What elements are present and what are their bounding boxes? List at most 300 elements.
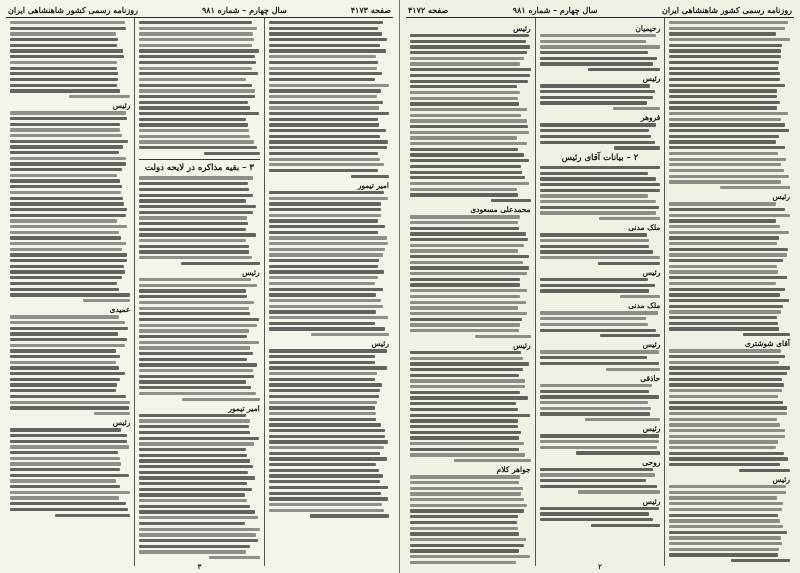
text-line bbox=[669, 508, 781, 511]
text-line bbox=[139, 32, 253, 35]
text-line bbox=[10, 123, 120, 126]
text-line bbox=[139, 233, 255, 236]
text-line bbox=[669, 67, 777, 70]
text-line bbox=[10, 134, 122, 137]
text-line bbox=[55, 514, 130, 517]
text-line bbox=[139, 505, 249, 508]
text-block bbox=[540, 350, 661, 370]
text-line bbox=[10, 315, 119, 318]
text-line bbox=[10, 395, 126, 398]
text-line bbox=[669, 78, 780, 81]
text-line bbox=[139, 228, 245, 231]
text-line bbox=[410, 419, 518, 422]
text-line bbox=[10, 491, 130, 494]
text-line bbox=[10, 383, 117, 386]
text-line bbox=[269, 492, 381, 495]
text-line bbox=[540, 34, 657, 37]
text-line bbox=[269, 67, 377, 70]
text-line bbox=[669, 129, 788, 132]
text-line bbox=[410, 148, 518, 151]
text-line bbox=[10, 38, 118, 41]
text-line bbox=[540, 90, 655, 93]
text-line bbox=[669, 106, 776, 109]
text-line bbox=[410, 40, 526, 43]
text-block bbox=[269, 191, 389, 336]
text-line bbox=[669, 158, 786, 161]
text-line bbox=[269, 463, 376, 466]
text-line bbox=[669, 366, 789, 369]
text-line bbox=[540, 189, 660, 192]
text-line bbox=[139, 106, 249, 109]
text-line bbox=[540, 356, 647, 359]
text-line bbox=[269, 366, 387, 369]
text-line bbox=[10, 174, 117, 177]
text-line bbox=[269, 480, 380, 483]
text-line bbox=[600, 334, 660, 337]
text-line bbox=[269, 163, 384, 166]
text-line bbox=[540, 62, 653, 65]
text-line bbox=[139, 471, 248, 474]
text-line bbox=[669, 123, 784, 126]
text-line bbox=[139, 493, 245, 496]
text-line bbox=[669, 349, 780, 352]
text-line bbox=[410, 62, 520, 65]
text-line bbox=[669, 355, 785, 358]
text-line bbox=[139, 550, 246, 553]
text-line bbox=[540, 479, 646, 482]
text-line bbox=[310, 514, 389, 517]
text-line bbox=[410, 453, 525, 456]
text-line bbox=[540, 289, 649, 292]
text-line bbox=[10, 27, 126, 30]
text-line bbox=[669, 310, 780, 313]
text-line bbox=[669, 55, 780, 58]
text-block bbox=[540, 34, 661, 71]
text-line bbox=[669, 225, 779, 228]
text-line bbox=[410, 176, 525, 179]
text-line bbox=[540, 278, 648, 281]
text-line bbox=[139, 352, 253, 355]
speaker-name: ملک مدنی bbox=[628, 223, 661, 233]
text-line bbox=[540, 101, 647, 104]
text-line bbox=[139, 335, 247, 338]
text-line bbox=[10, 89, 120, 92]
text-block bbox=[10, 21, 130, 98]
text-line bbox=[410, 159, 529, 162]
text-line bbox=[269, 219, 379, 222]
text-line bbox=[540, 233, 648, 236]
text-line bbox=[669, 282, 775, 285]
text-line bbox=[669, 21, 787, 24]
text-line bbox=[139, 329, 249, 332]
text-line bbox=[10, 451, 118, 454]
speaker-name: عمیدی bbox=[109, 305, 131, 315]
text-line bbox=[10, 55, 124, 58]
text-line bbox=[10, 270, 125, 273]
text-line bbox=[269, 316, 388, 319]
text-line bbox=[269, 401, 377, 404]
text-line bbox=[598, 262, 660, 265]
text-line bbox=[540, 362, 660, 365]
text-line bbox=[269, 197, 389, 200]
text-line bbox=[669, 236, 778, 239]
text-line bbox=[410, 244, 524, 247]
text-line bbox=[10, 361, 116, 364]
text-line bbox=[10, 406, 129, 409]
text-line bbox=[139, 392, 256, 395]
text-line bbox=[269, 288, 383, 291]
text-block bbox=[10, 315, 130, 415]
divider bbox=[139, 159, 259, 160]
text-line bbox=[269, 361, 375, 364]
text-line bbox=[540, 96, 653, 99]
text-block bbox=[10, 111, 130, 302]
text-line bbox=[410, 318, 522, 321]
text-line bbox=[139, 146, 257, 149]
text-line bbox=[269, 152, 378, 155]
text-line bbox=[669, 101, 780, 104]
text-line bbox=[669, 406, 787, 409]
text-line bbox=[410, 402, 516, 405]
text-line bbox=[669, 95, 777, 98]
text-line bbox=[540, 440, 659, 443]
text-line bbox=[669, 305, 783, 308]
text-line bbox=[540, 473, 656, 476]
text-line bbox=[410, 238, 528, 241]
section-heading: ۳ – بقیه مذاکره در لایحه دولت bbox=[145, 163, 254, 174]
text-line bbox=[269, 21, 383, 24]
text-block bbox=[669, 21, 790, 189]
text-line bbox=[669, 202, 775, 205]
text-line bbox=[540, 172, 649, 175]
text-line bbox=[269, 474, 384, 477]
text-line bbox=[269, 123, 380, 126]
text-line bbox=[410, 80, 528, 83]
text-block bbox=[269, 349, 389, 517]
text-line bbox=[139, 211, 253, 214]
text-line bbox=[139, 295, 247, 298]
text-line bbox=[410, 125, 528, 128]
text-line bbox=[410, 425, 518, 428]
text-line bbox=[269, 457, 388, 460]
text-line bbox=[139, 459, 249, 462]
text-line bbox=[410, 97, 518, 100]
text-block bbox=[540, 468, 661, 494]
text-line bbox=[540, 51, 648, 54]
text-line bbox=[269, 158, 381, 161]
text-line bbox=[139, 301, 253, 304]
text-line bbox=[410, 306, 518, 309]
text-line bbox=[669, 112, 787, 115]
text-line bbox=[139, 21, 252, 24]
text-line bbox=[10, 372, 125, 375]
text-line bbox=[540, 395, 659, 398]
text-line bbox=[720, 186, 790, 189]
text-line bbox=[540, 401, 648, 404]
text-line bbox=[269, 265, 378, 268]
text-line bbox=[10, 202, 124, 205]
speaker-name: امیر تیمور bbox=[228, 403, 260, 413]
text-line bbox=[10, 168, 122, 171]
speaker-name: رئیس bbox=[513, 24, 531, 33]
text-line bbox=[10, 479, 116, 482]
text-line bbox=[540, 206, 659, 209]
text-line bbox=[669, 519, 779, 522]
text-line bbox=[10, 474, 129, 477]
text-line bbox=[139, 442, 254, 445]
text-line bbox=[669, 435, 785, 438]
text-line bbox=[10, 157, 126, 160]
text-line bbox=[139, 239, 245, 242]
text-line bbox=[410, 538, 526, 541]
text-line bbox=[269, 282, 375, 285]
text-line bbox=[410, 368, 523, 371]
text-line bbox=[669, 531, 786, 534]
text-line bbox=[139, 312, 250, 315]
text-line bbox=[269, 322, 375, 325]
text-line bbox=[669, 378, 781, 381]
text-line bbox=[139, 205, 256, 208]
text-line bbox=[269, 418, 376, 421]
text-line bbox=[269, 55, 376, 58]
text-line bbox=[669, 231, 788, 234]
text-line bbox=[139, 278, 250, 281]
text-line bbox=[269, 378, 376, 381]
text-line bbox=[606, 368, 661, 371]
text-line bbox=[139, 454, 247, 457]
text-line bbox=[410, 295, 520, 298]
text-line bbox=[410, 266, 529, 269]
text-line bbox=[669, 163, 780, 166]
text-line bbox=[669, 265, 777, 268]
text-line bbox=[139, 129, 248, 132]
text-line bbox=[269, 383, 382, 386]
text-line bbox=[669, 146, 784, 149]
text-line bbox=[139, 386, 250, 389]
text-line bbox=[410, 357, 523, 360]
text-line bbox=[69, 95, 130, 98]
text-line bbox=[410, 51, 527, 54]
speaker-name: رئیس bbox=[642, 268, 661, 278]
text-line bbox=[410, 362, 529, 365]
text-line bbox=[669, 299, 788, 302]
text-line bbox=[269, 497, 388, 500]
text-line bbox=[10, 179, 120, 182]
text-line bbox=[269, 44, 381, 47]
text-line bbox=[540, 177, 657, 180]
text-line bbox=[669, 496, 777, 499]
text-line bbox=[540, 129, 650, 132]
text-line bbox=[669, 276, 787, 279]
text-line bbox=[540, 57, 658, 60]
text-line bbox=[410, 188, 517, 191]
text-line bbox=[269, 202, 381, 205]
text-line bbox=[94, 412, 131, 415]
text-line bbox=[669, 327, 779, 330]
text-block bbox=[410, 351, 531, 462]
text-line bbox=[269, 509, 385, 512]
text-line bbox=[269, 191, 385, 194]
text-line bbox=[269, 61, 378, 64]
text-line bbox=[410, 544, 524, 547]
text-line bbox=[10, 288, 119, 291]
text-line bbox=[540, 468, 653, 471]
text-line bbox=[10, 265, 124, 268]
text-line bbox=[540, 194, 648, 197]
text-line bbox=[139, 539, 258, 542]
text-line bbox=[540, 311, 658, 314]
text-block bbox=[540, 311, 661, 337]
text-line bbox=[540, 239, 649, 242]
text-line bbox=[669, 61, 779, 64]
text-line bbox=[269, 440, 388, 443]
text-line bbox=[669, 72, 779, 75]
text-line bbox=[410, 193, 518, 196]
speaker-name: رئیس bbox=[112, 101, 131, 111]
text-line bbox=[410, 182, 529, 185]
text-line bbox=[620, 295, 661, 298]
text-line bbox=[182, 398, 260, 401]
text-line bbox=[669, 548, 779, 551]
text-line bbox=[669, 259, 783, 262]
text-line bbox=[540, 123, 656, 126]
text-line bbox=[669, 140, 776, 143]
text-line bbox=[269, 299, 381, 302]
text-line bbox=[269, 305, 383, 308]
text-line bbox=[540, 518, 654, 521]
text-line bbox=[139, 318, 258, 321]
text-line bbox=[10, 401, 130, 404]
text-line bbox=[269, 72, 382, 75]
text-line bbox=[269, 236, 387, 239]
text-line bbox=[669, 248, 787, 251]
text-line bbox=[139, 95, 255, 98]
text-line bbox=[269, 248, 386, 251]
text-line bbox=[410, 136, 518, 139]
text-line bbox=[10, 140, 128, 143]
speaker-name: فروهر bbox=[640, 113, 661, 123]
text-line bbox=[269, 84, 389, 87]
text-line bbox=[669, 485, 785, 488]
text-line bbox=[410, 45, 530, 48]
text-line bbox=[410, 131, 530, 134]
text-line bbox=[410, 227, 519, 230]
text-block bbox=[540, 84, 661, 110]
text-line bbox=[669, 152, 778, 155]
text-line bbox=[10, 332, 118, 335]
text-line bbox=[540, 317, 647, 320]
text-line bbox=[269, 140, 388, 143]
text-line bbox=[269, 78, 376, 81]
text-line bbox=[10, 208, 127, 211]
text-line bbox=[269, 429, 386, 432]
text-line bbox=[410, 289, 527, 292]
text-line bbox=[139, 135, 249, 138]
text-line bbox=[269, 503, 382, 506]
text-line bbox=[10, 508, 128, 511]
text-line bbox=[10, 355, 120, 358]
text-line bbox=[269, 129, 386, 132]
speaker-name: رئیس bbox=[112, 418, 131, 428]
text-line bbox=[269, 27, 378, 30]
right-header-page-label: صفحه ۴۱۷۲ bbox=[408, 5, 449, 15]
text-line bbox=[410, 498, 524, 501]
text-line bbox=[410, 142, 527, 145]
text-line bbox=[578, 490, 661, 493]
text-line bbox=[410, 301, 526, 304]
text-line bbox=[10, 32, 116, 35]
text-line bbox=[669, 457, 788, 460]
text-line bbox=[669, 49, 781, 52]
text-line bbox=[269, 38, 388, 41]
text-line bbox=[669, 372, 787, 375]
text-line bbox=[410, 487, 523, 490]
text-line bbox=[10, 366, 119, 369]
text-line bbox=[139, 516, 258, 519]
page-number: ۲ bbox=[598, 562, 602, 571]
text-line bbox=[10, 321, 125, 324]
text-line bbox=[410, 261, 523, 264]
text-block bbox=[540, 233, 661, 265]
text-block bbox=[540, 434, 661, 454]
text-block bbox=[410, 34, 531, 202]
text-block bbox=[669, 485, 790, 562]
text-line bbox=[269, 293, 376, 296]
text-line bbox=[139, 380, 246, 383]
text-line bbox=[410, 278, 520, 281]
text-line bbox=[10, 349, 116, 352]
text-line bbox=[139, 38, 254, 41]
text-line bbox=[669, 389, 781, 392]
text-line bbox=[669, 316, 777, 319]
text-line bbox=[410, 215, 520, 218]
text-line bbox=[269, 146, 388, 149]
text-line bbox=[614, 146, 660, 149]
text-line bbox=[669, 423, 779, 426]
text-block bbox=[139, 278, 259, 401]
text-line bbox=[181, 262, 260, 265]
text-line bbox=[669, 401, 783, 404]
text-line bbox=[269, 395, 379, 398]
text-line bbox=[599, 217, 660, 220]
text-line bbox=[410, 351, 521, 354]
text-line bbox=[669, 429, 784, 432]
text-line bbox=[139, 61, 256, 64]
left-header-issue: سال چهارم – شماره ۹۸۱ bbox=[202, 5, 287, 15]
text-block bbox=[139, 21, 259, 155]
text-line bbox=[540, 200, 656, 203]
speaker-name: رئیس bbox=[642, 340, 661, 350]
text-line bbox=[269, 349, 387, 352]
text-line bbox=[410, 221, 518, 224]
text-line bbox=[540, 384, 653, 387]
text-line bbox=[10, 72, 118, 75]
text-line bbox=[410, 431, 521, 434]
text-line bbox=[10, 214, 126, 217]
text-line bbox=[588, 68, 661, 71]
text-line bbox=[269, 469, 379, 472]
page-number: ۳ bbox=[197, 562, 202, 571]
text-line bbox=[139, 465, 252, 468]
left-page-column-2 bbox=[134, 18, 263, 566]
text-line bbox=[10, 151, 119, 154]
text-line bbox=[540, 412, 650, 415]
text-line bbox=[454, 459, 530, 462]
text-line bbox=[139, 89, 254, 92]
text-line bbox=[410, 249, 518, 252]
text-line bbox=[139, 67, 252, 70]
text-line bbox=[139, 250, 248, 253]
